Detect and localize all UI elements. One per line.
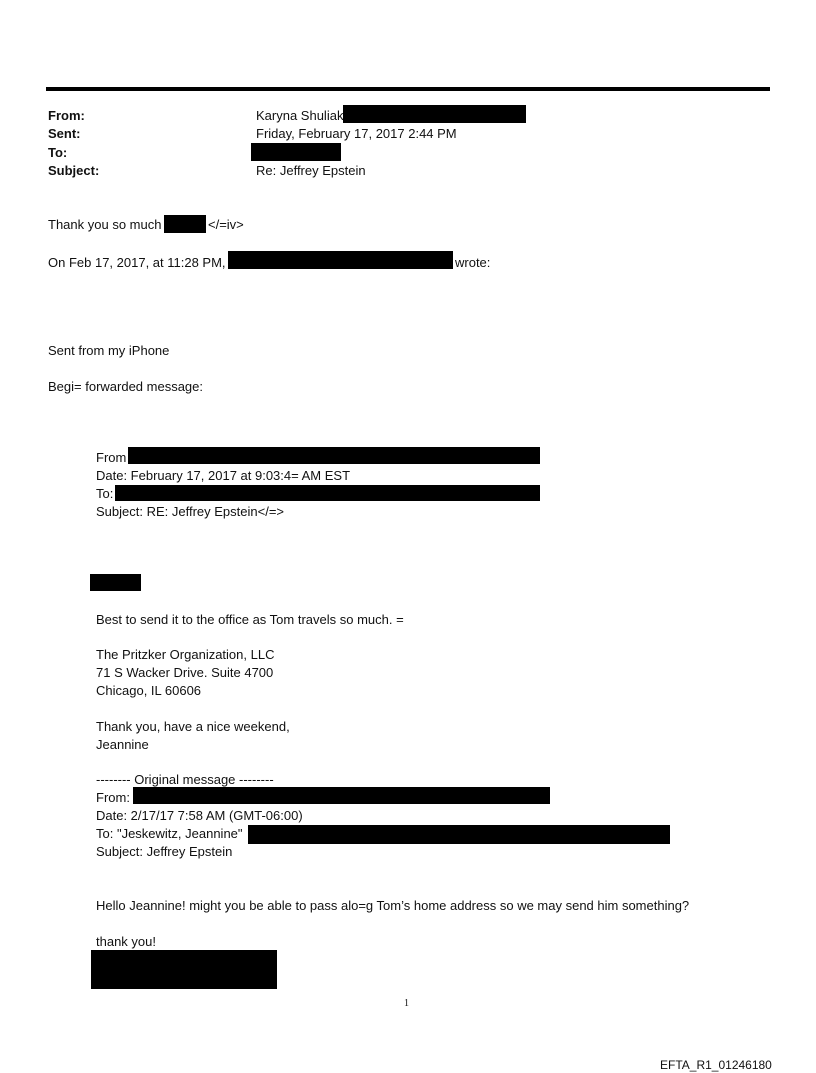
on-date-suffix: wrote:	[455, 255, 491, 270]
redaction-greeting	[90, 574, 141, 591]
page-number: 1	[404, 998, 409, 1009]
header-rule	[46, 87, 770, 91]
orig-date: Date: 2/17/17 7:58 AM (GMT-06:00)	[96, 808, 303, 823]
address-line-2: 71 S Wacker Drive. Suite 4700	[96, 665, 274, 680]
from-label: From:	[48, 108, 85, 123]
orig-subject: Subject: Jeffrey Epstein	[96, 844, 233, 859]
redaction-from-email	[343, 105, 526, 123]
fwd-to-label: To:	[96, 486, 114, 501]
redaction-fwd-to	[115, 485, 540, 501]
redaction-sender	[228, 251, 453, 269]
closing-line-1: Thank you, have a nice weekend,	[96, 719, 290, 734]
document-id: EFTA_R1_01246180	[660, 1058, 772, 1072]
on-date-prefix: On Feb 17, 2017, at 11:28 PM,	[48, 255, 226, 270]
subject-value: Re: Jeffrey Epstein	[256, 163, 366, 178]
sent-label: Sent:	[48, 126, 81, 141]
subject-label: Subject:	[48, 163, 100, 178]
begin-forwarded-line: Begi= forwarded message:	[48, 379, 204, 394]
fwd-subject: Subject: RE: Jeffrey Epstein</=>	[96, 504, 285, 519]
original-divider: -------- Original message --------	[96, 772, 274, 787]
orig-from-label: From:	[96, 790, 130, 805]
redaction-name	[164, 215, 206, 233]
orig-to: To: "Jeskewitz, Jeannine"	[96, 826, 243, 841]
sent-from-line: Sent from my iPhone	[48, 343, 170, 358]
redaction-fwd-from	[128, 447, 540, 464]
closing-line-2: Jeannine	[96, 737, 149, 752]
to-label: To:	[48, 145, 68, 160]
from-value: Karyna Shuliak	[256, 108, 344, 123]
address-line-3: Chicago, IL 60606	[96, 683, 202, 698]
redaction-orig-from	[133, 787, 550, 804]
thanks-line: thank you!	[96, 934, 156, 949]
fwd-from-label: From	[96, 450, 127, 465]
thanks-suffix: </=iv>	[208, 217, 244, 232]
address-line-1: The Pritzker Organization, LLC	[96, 647, 275, 662]
sent-value: Friday, February 17, 2017 2:44 PM	[256, 126, 457, 141]
fwd-date: Date: February 17, 2017 at 9:03:4= AM EST	[96, 468, 351, 483]
redaction-orig-to	[248, 825, 670, 844]
redaction-to	[251, 143, 341, 161]
redaction-signature	[91, 950, 277, 989]
best-line: Best to send it to the office as Tom travels so much. =	[96, 612, 404, 627]
thanks-prefix: Thank you so much	[48, 217, 162, 232]
hello-line: Hello Jeannine! might you be able to pass alo=g Tom’s home address so we may send him something?	[96, 898, 690, 913]
